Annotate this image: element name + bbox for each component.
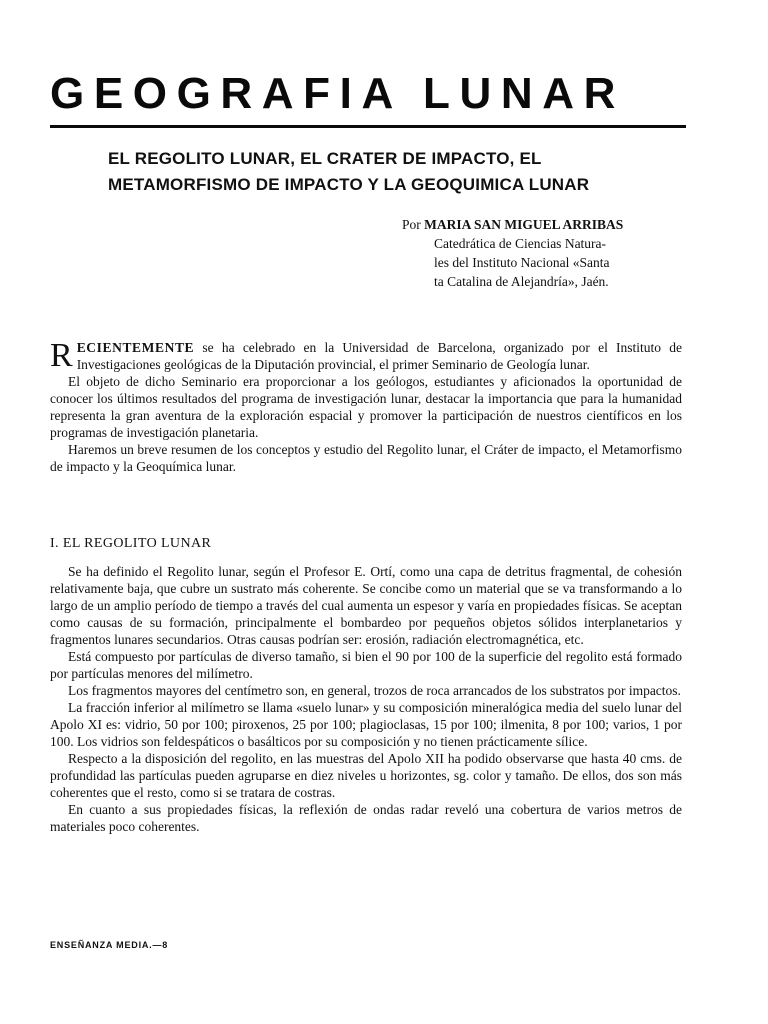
drop-cap: R xyxy=(50,337,73,374)
section-paragraph: Los fragmentos mayores del centímetro son, en general, trozos de roca arrancados de los substratos por impactos. xyxy=(68,683,681,698)
intro-first-word: ECIENTEMENTE xyxy=(76,340,195,355)
byline-affiliation-2: les del Instituto Nacional «Santa xyxy=(434,255,610,270)
byline-affiliation-1: Catedrática de Ciencias Natura- xyxy=(434,236,607,251)
subtitle-line-1: EL REGOLITO LUNAR, EL CRATER DE IMPACTO, EL xyxy=(108,149,542,168)
section-body xyxy=(50,563,682,835)
intro-paragraph-3: Haremos un breve resumen de los conceptos y estudio del Regolito lunar, el Cráter de impacto, el Metamorfismo de impacto y la Geoquímica lunar. xyxy=(50,442,682,474)
intro-paragraph-1 xyxy=(50,339,682,373)
intro-body xyxy=(50,339,682,475)
section-paragraph: Se ha definido el Regolito lunar, según el Profesor E. Ortí, como una capa de detritus fragmental, de cohesión relativamente baja, que cubre un sustrato más coherente. Se concibe como un material que se va transformando a lo largo de un amplio período de tiempo a través del cual aumenta un espesor y varía en propiedades físicas. Se aceptan como causas de su formación, principalmente el bombardeo por pequeños objetos sólidos interplanetarios y fragmentos lunares secundarios. Otras causas podrían ser: erosión, radiación electromagnética, etc. xyxy=(50,564,682,647)
main-title: GEOGRAFIA LUNAR xyxy=(50,69,626,118)
page-footer: ENSEÑANZA MEDIA.—8 xyxy=(50,940,169,950)
section-paragraph: En cuanto a sus propiedades físicas, la reflexión de ondas radar reveló una cobertura de varios metros de materiales poco coherentes. xyxy=(50,802,682,834)
title-rule xyxy=(50,125,686,128)
section-paragraph: Está compuesto por partículas de diverso tamaño, si bien el 90 por 100 de la superficie del regolito está formado por partículas menores del milímetro. xyxy=(50,649,682,681)
section-paragraph: La fracción inferior al milímetro se llama «suelo lunar» y su composición mineralógica media del suelo lunar del Apolo XI es: vidrio, 50 por 100; piroxenos, 25 por 100; plagioclasas, 15 por 100; ilmenita, 8 por 100; varios, 1 por 100. Los vidrios son feldespáticos o basálticos por su composición y no tienen prácticamente sílice. xyxy=(50,700,682,749)
byline-prefix: Por xyxy=(402,217,425,232)
byline-affiliation-3: ta Catalina de Alejandría», Jaén. xyxy=(434,274,609,289)
byline xyxy=(402,215,692,291)
section-heading: I. EL REGOLITO LUNAR xyxy=(50,536,212,551)
byline-author: MARIA SAN MIGUEL ARRIBAS xyxy=(424,217,624,232)
section-paragraph: Respecto a la disposición del regolito, en las muestras del Apolo XII ha podido observarse que hasta 40 cms. de profundidad las partículas pueden agruparse en diez niveles u horizontes, sg. color y tamaño. De ellos, dos son más coherentes que el resto, como si se tratara de costras. xyxy=(50,751,682,800)
subtitle xyxy=(108,146,668,198)
subtitle-line-2: METAMORFISMO DE IMPACTO Y LA GEOQUIMICA LUNAR xyxy=(108,175,590,194)
intro-paragraph-2: El objeto de dicho Seminario era proporcionar a los geólogos, estudiantes y aficionados la oportunidad de conocer los últimos resultados del programa de investigación lunar, destacar la importancia que para la humanidad representa la gran aventura de la exploración espacial y promover la participación de nuestros científicos en los programas de investigación planetaria. xyxy=(50,374,682,440)
intro-paragraph-1-text: se ha celebrado en la Universidad de Barcelona, organizado por el Instituto de Investigaciones geológicas de la Diputación provincial, el primer Seminario de Geología lunar. xyxy=(76,340,682,372)
byline-author-line xyxy=(402,215,692,234)
